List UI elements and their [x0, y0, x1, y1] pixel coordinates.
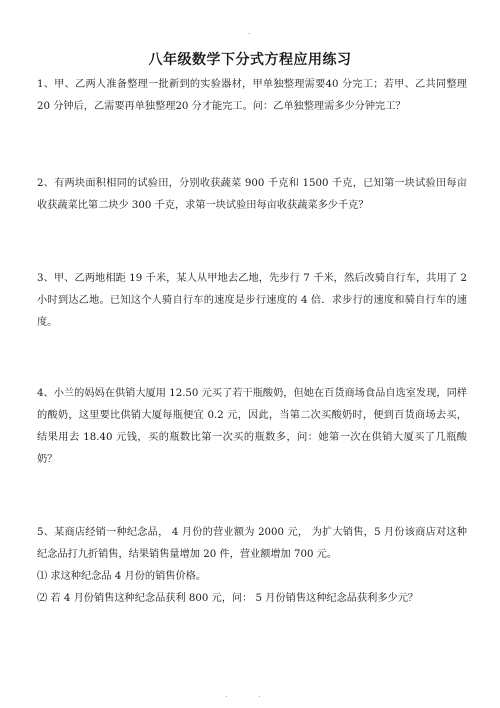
problem-5-part-2: ⑵ 若 4 月份销售这种纪念品获利 800 元，问： 5 月份销售这种纪念品获利多少元？: [37, 593, 419, 604]
header-dot: .: [248, 27, 251, 36]
problem-3: 3、甲、乙两地相距 19 千米，某人从甲地去乙地，先步行 7 千米，然后改骑自行车，共用了 2 小时到达乙地。已知这个人骑自行车的速度是步行速度的 4 倍．求步行的速度和骑自行车的速度。: [37, 273, 467, 328]
problem-5-part-1: ⑴ 求这种纪念品 4 月份的销售价格。: [37, 571, 207, 582]
problem-5: [37, 522, 467, 610]
page-title: 八年级数学下分式方程应用练习: [148, 52, 352, 68]
footer-dots: . .: [225, 690, 275, 699]
problem-5-text: 5、某商店经销一种纪念品， 4 月份的营业额为 2000 元， 为扩大销售，5 月份该商店对这种纪念品打九折销售，结果销售量增加 20 件，营业额增加 700 元。: [37, 527, 467, 560]
problem-1: 1、甲、乙两人准备整理一批新到的实验器材，甲单独整理需要40 分完工；若甲、乙共同整理 20 分钟后，乙需要再单独整理20 分才能完工。问：乙单独整理需多少分钟完工？: [37, 79, 467, 112]
problem-4: 4、小兰的妈妈在供销大厦用 12.50 元买了若干瓶酸奶，但她在百货商场食品自选室发现，同样的酸奶，这里要比供销大厦每瓶便宜 0.2 元，因此，当第二次买酸奶时，便到百货商场去买，结果用去 18.40 元钱，买的瓶数比第一次买的瓶数多，问：她第一次在供销大厦买了几瓶酸奶？: [37, 388, 467, 465]
problem-2: 2、有两块面积相同的试验田，分别收获蔬菜 900 千克和 1500 千克，已知第一块试验田每亩收获蔬菜比第二块少 300 千克，求第一块试验田每亩收获蔬菜多少千克？: [37, 178, 467, 211]
